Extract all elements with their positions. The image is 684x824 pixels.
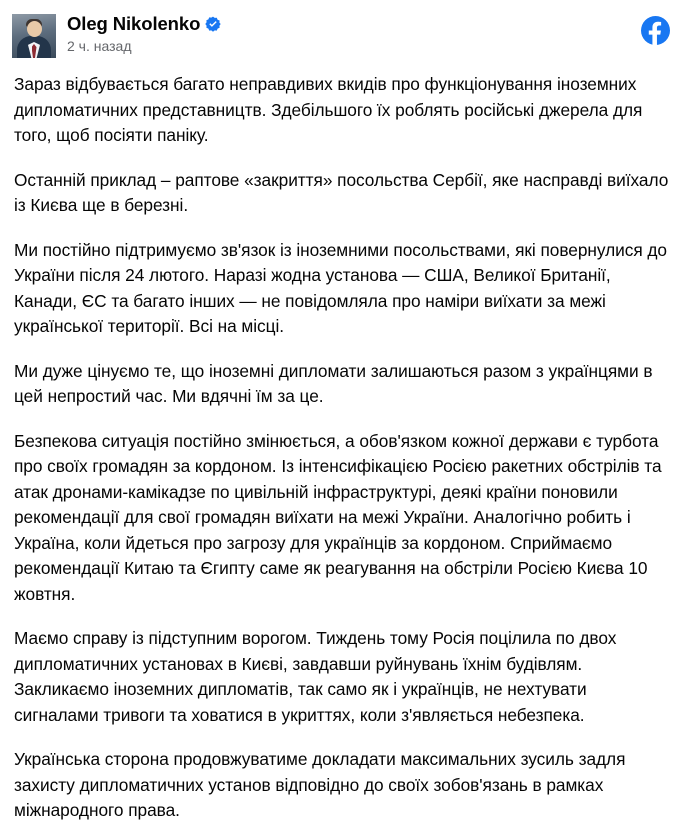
post-paragraph: Українська сторона продовжуватиме докладати максимальних зусиль задля захисту дипломатичних установ відповідно до своїх зобов'язань в рамках міжнародного права. <box>14 749 626 820</box>
post-timestamp: 2 ч. назад <box>67 38 132 54</box>
verified-badge-icon <box>205 16 221 32</box>
avatar[interactable] <box>12 14 56 58</box>
post-paragraph: Останній приклад – раптове «закриття» посольства Сербії, яке насправді виїхало із Києва ще в березні. <box>14 169 669 215</box>
facebook-logo-icon[interactable] <box>641 16 670 45</box>
author-block <box>67 12 221 55</box>
post-header <box>12 10 672 62</box>
post-paragraph: Ми постійно підтримуємо зв'язок із іноземними посольствами, які повернулися до України після 24 лютого. Наразі жодна установа — США, Великої Британії, Канади, ЄС та багато інших — не повідомляла про наміри виїхати за межі української території. Всі на місці. <box>14 239 667 336</box>
post-paragraph: Безпекова ситуація постійно змінюється, а обов'язком кожної держави є турбота про своїх громадян за кордоном. Із інтенсифікацією Росією ракетних обстрілів та атак дронами-камікадзе по цивільній інфраструктурі, деякі країни поновили рекомендації для свої громадян виїхати на межі України. Аналогічно робить і Україна, коли йдеться про загрозу для українців за кордоном. Сприймаємо рекомендації Китаю та Єгипту саме як реагування на обстріли Росією Києва 10 жовтня. <box>14 430 662 604</box>
post-paragraph: Ми дуже цінуємо те, що іноземні дипломати залишаються разом з українцями в цей непростий час. Ми вдячні їм за це. <box>14 360 653 406</box>
post-paragraph: Маємо справу із підступним ворогом. Тиждень тому Росія поцілила по двох дипломатичних установах в Києві, завдавши руйнувань їхнім будівлям. Закликаємо іноземних дипломатів, так само як і українців, не нехтувати сигналами тривоги та ховатися в укриттях, коли з'являється небезпека. <box>14 628 617 725</box>
post-paragraph: Зараз відбувається багато неправдивих вкидів про функціонування іноземних дипломатичних представництв. Здебільшого їх роблять російські джерела для того, щоб посіяти паніку. <box>14 74 643 145</box>
avatar-face <box>27 21 42 37</box>
author-name[interactable]: Oleg Nikolenko <box>67 13 201 34</box>
author-name-row <box>67 13 221 35</box>
post-body <box>12 62 672 824</box>
